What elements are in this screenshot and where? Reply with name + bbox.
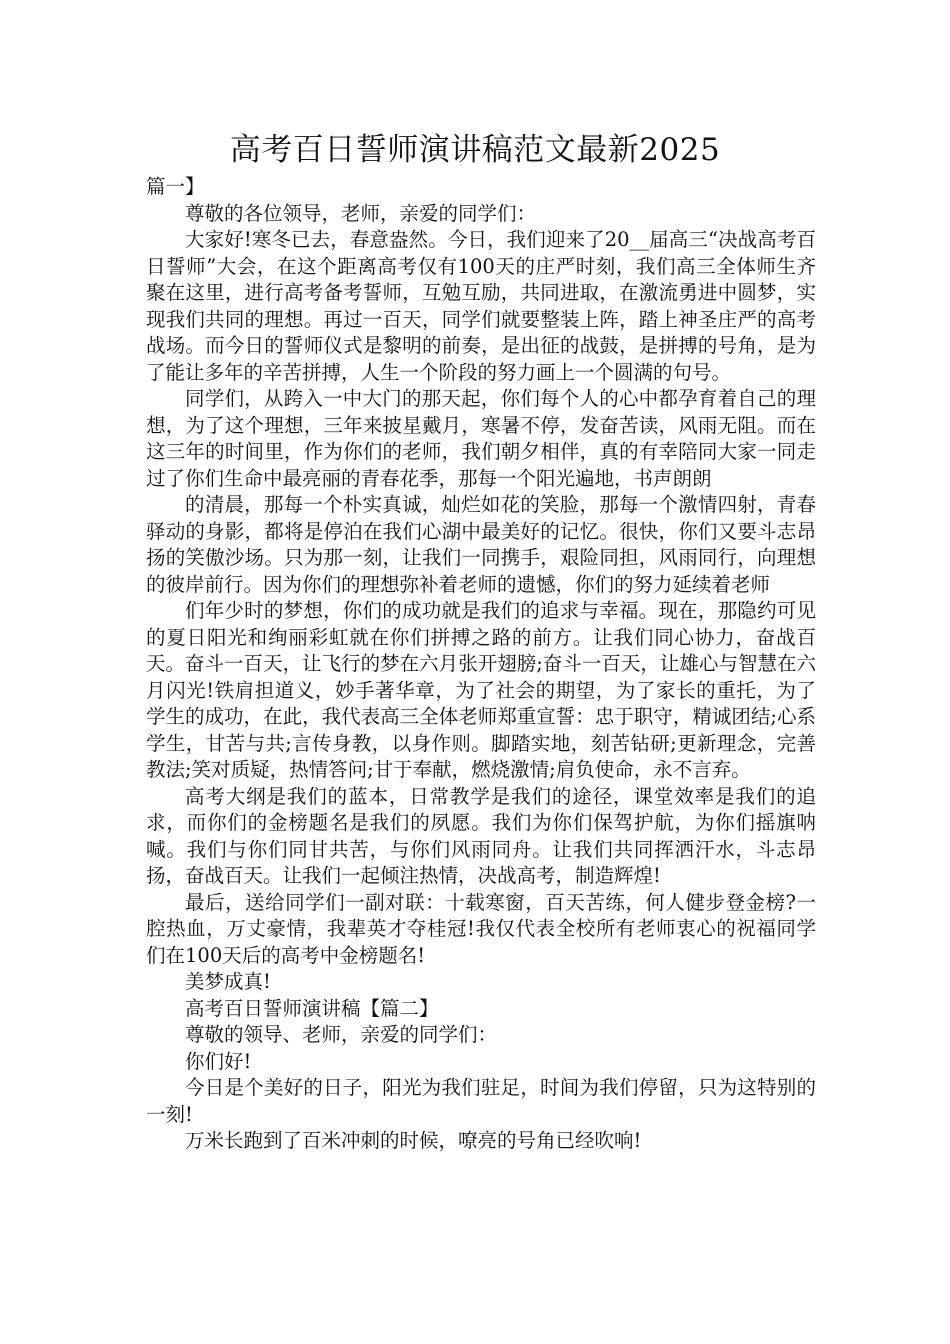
section-heading: 高考百日誓师演讲稿【篇二】: [185, 996, 439, 1020]
document-title: 高考百日誓师演讲稿范文最新2025: [229, 132, 721, 168]
document-body: [146, 174, 816, 1155]
paragraph: 尊敬的领导、老师，亲爱的同学们：: [185, 1023, 498, 1046]
paragraph: 你们好!: [185, 1049, 252, 1073]
paragraph: 今日是个美好的日子，阳光为我们驻足，时间为我们停留，只为这特别的一刻!: [146, 1076, 816, 1126]
paragraph: 万米长跑到了百米冲刺的时候，嘹亮的号角已经吹响!: [185, 1129, 642, 1152]
paragraph: 篇一】: [146, 175, 205, 198]
paragraph: 们年少时的梦想，你们的成功就是我们的追求与幸福。现在，那隐约可见的夏日阳光和绚丽彩虹就在你们拼搏之路的前方。让我们同心协力，奋战百天。奋斗一百天，让飞行的梦在六月张开翅膀;奋斗一百天，让雄心与智慧在六月闪光!铁肩担道义，妙手著华章，为了社会的期望，为了家长的重托，为了学生的成功，在此，我代表高三全体老师郑重宣誓：忠于职守，精诚团结;心系学生，甘苦与共;言传身教，以身作则。脚踏实地，刻苦钻研;更新理念，完善教法;笑对质疑，热情答问;甘于奉献，燃烧激情;肩负使命，永不言弃。: [146, 599, 816, 781]
paragraph: 美梦成真!: [185, 970, 271, 993]
paragraph: 同学们，从跨入一中大门的那天起，你们每个人的心中都孕育着自己的理想，为了这个理想，三年来披星戴月，寒暑不停，发奋苦读，风雨无阻。而在这三年的时间里，作为你们的老师，我们朝夕相伴，真的有幸陪同大家一同走过了你们生命中最亮丽的青春花季，那每一个阳光遍地，书声朗朗: [146, 387, 816, 490]
paragraph: 高考大纲是我们的蓝本，日常教学是我们的途径，课堂效率是我们的追求，而你们的金榜题名是我们的夙愿。我们为你们保驾护航，为你们摇旗呐喊。我们与你们同甘共苦，与你们风雨同舟。让我们共同挥洒汗水，斗志昂扬，奋战百天。让我们一起倾注热情，决战高考，制造辉煌!: [146, 784, 816, 887]
paragraph: 尊敬的各位领导，老师，亲爱的同学们：: [185, 201, 537, 225]
paragraph: 大家好!寒冬已去，春意盎然。今日，我们迎来了20__届高三“决战高考百日誓师”大会，在这个距离高考仅有100天的庄严时刻，我们高三全体师生齐聚在这里，进行高考备考誓师，互勉互励，共同进取，在激流勇进中圆梦，实现我们共同的理想。再过一百天，同学们就要整装上阵，踏上神圣庄严的高考战场。而今日的誓师仪式是黎明的前奏，是出征的战鼓，是拼搏的号角，是为了能让多年的辛苦拼搏，人生一个阶段的努力画上一个圆满的句号。: [146, 228, 816, 384]
paragraph: 的清晨，那每一个朴实真诚，灿烂如花的笑脸，那每一个激情四射，青春驿动的身影，都将是停泊在我们心湖中最美好的记忆。很快，你们又要斗志昂扬的笑傲沙场。只为那一刻，让我们一同携手，艰险同担，风雨同行，向理想的彼岸前行。因为你们的理想弥补着老师的遗憾，你们的努力延续着老师: [146, 493, 816, 596]
paragraph: 最后，送给同学们一副对联：十载寒窗，百天苦练，何人健步登金榜?一腔热血，万丈豪情，我辈英才夺桂冠!我仅代表全校所有老师衷心的祝福同学们在100天后的高考中金榜题名!: [146, 890, 816, 967]
